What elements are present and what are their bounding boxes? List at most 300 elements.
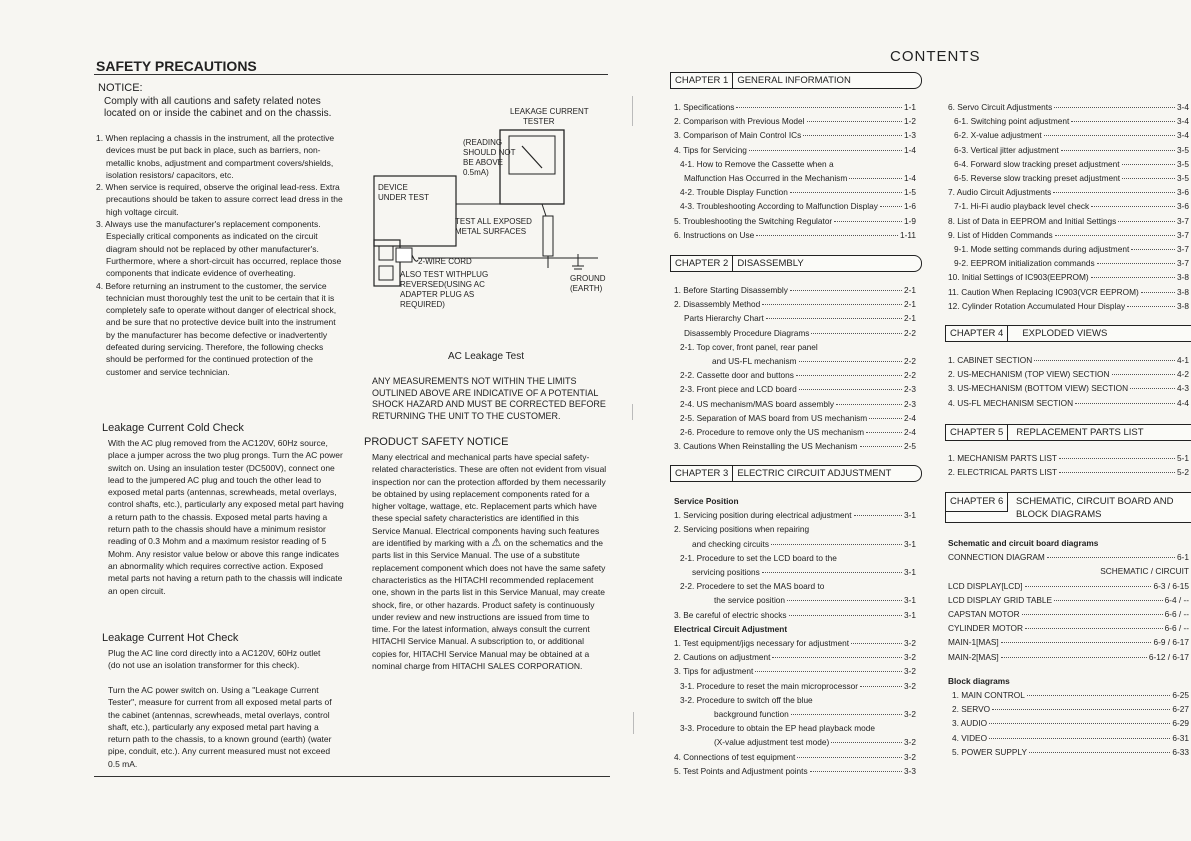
toc-page: 6-29 (1172, 718, 1189, 729)
toc-entry-title: 6-1. Switching point adjustment (954, 116, 1070, 127)
tester-label-2: TESTER (523, 117, 555, 126)
toc-leader (807, 121, 902, 122)
toc-leader (992, 709, 1170, 710)
toc-entry-title: 1. MECHANISM PARTS LIST (948, 453, 1057, 463)
toc-row[interactable] (674, 537, 916, 551)
toc-entry-title: and US-FL mechanism (712, 356, 797, 367)
toc-row[interactable] (674, 551, 916, 565)
svg-text:ALSO TEST WITHPLUG: ALSO TEST WITHPLUG (400, 270, 489, 279)
toc-leader (860, 446, 902, 447)
toc-row[interactable] (948, 550, 1189, 564)
toc-row[interactable] (948, 650, 1189, 664)
toc-page: 1-9 (904, 215, 916, 226)
toc-leader (736, 107, 902, 108)
toc-entry-title: 2-2. Procedere to set the MAS board to (680, 581, 825, 592)
toc-row[interactable] (674, 340, 916, 354)
toc-page: 6-1 (1177, 552, 1189, 563)
toc-page: 1-6 (904, 201, 916, 212)
notice-heading: NOTICE: (98, 82, 143, 94)
toc-row[interactable] (948, 451, 1189, 465)
toc-leader (790, 290, 902, 291)
chapter-2-header (670, 255, 922, 272)
toc-page: 2-1 (904, 285, 916, 295)
toc-row[interactable] (948, 270, 1189, 284)
toc-entry-title: 3-1. Procedure to reset the main microprocessor (680, 680, 858, 691)
toc-entry-title: LCD DISPLAY[LCD] (948, 580, 1023, 591)
toc-row[interactable] (674, 565, 916, 579)
toc-leader (831, 742, 902, 743)
product-safety-text (372, 451, 608, 672)
toc-leader (1061, 150, 1175, 151)
toc-page: 6-12 / 6-17 (1148, 651, 1189, 662)
toc-page: 1-3 (904, 130, 916, 141)
toc-leader (836, 404, 902, 405)
toc-leader (772, 657, 902, 658)
toc-page: 1-4 (904, 144, 916, 155)
toc-page: 3-8 (1177, 300, 1189, 311)
toc-row[interactable] (948, 465, 1189, 479)
toc-row[interactable] (674, 721, 916, 735)
toc-leader (789, 615, 902, 616)
warning-text: ANY MEASUREMENTS NOT WITHIN THE LIMITS OUTLINED ABOVE ARE INDICATIVE OF A POTENTIAL SHOCK HAZARD AND MUST BE CORRECTED BEFORE RETURNING THE UNIT TO THE CUSTOMER. (372, 376, 606, 421)
toc-leader (1141, 292, 1175, 293)
toc-row[interactable] (674, 283, 916, 297)
toc-page: 3-4 (1177, 116, 1189, 127)
chapter-1-number: CHAPTER 1 (671, 73, 733, 88)
chapter-4-header (945, 325, 1191, 342)
toc-page: 3-6 (1177, 201, 1189, 212)
toc-row[interactable] (948, 228, 1189, 242)
toc-page: 4-2 (1177, 369, 1189, 380)
toc-entry-title: 3. Cautions When Reinstalling the US Mechanism (674, 441, 858, 452)
toc-entry-title: CAPSTAN MOTOR (948, 609, 1020, 620)
toc-row[interactable] (674, 368, 916, 382)
toc-row[interactable] (952, 716, 1189, 730)
hot-check-text-2: Turn the AC power switch on. Using a "Leakage Current Tester", measure for current from all exposed metal parts of the cabinet (antennas, screwheads, metal overlays, control shaft, etc.), particularly any exposed metal part having a return path to the chassis, to a known ground (earth) (water pipe, conduit, etc.). Any current measured must not exceed 0.5 mA. (108, 685, 332, 769)
toc-row[interactable] (674, 608, 916, 622)
toc-page: 2-2 (904, 370, 916, 381)
meter-needle (522, 146, 542, 168)
toc-entry-title: 9. List of Hidden Commands (948, 229, 1053, 240)
toc-page: 3-5 (1177, 144, 1189, 155)
toc-entry-title: 6-5. Reverse slow tracking preset adjustment (954, 173, 1121, 184)
svg-text:(READING: (READING (463, 138, 503, 147)
toc-leader (796, 375, 902, 376)
toc-leader (1122, 164, 1175, 165)
toc-leader (755, 671, 902, 672)
toc-entry-title: 7-1. Hi-Fi audio playback level check (954, 201, 1090, 212)
toc-row[interactable] (948, 353, 1189, 367)
toc-row[interactable] (948, 381, 1189, 395)
toc-entry-title: CONNECTION DIAGRAM (948, 552, 1045, 563)
toc-row[interactable] (674, 664, 916, 678)
toc-row[interactable] (674, 157, 916, 171)
chapter-1-header (670, 72, 922, 89)
toc-row[interactable] (674, 382, 916, 396)
toc-leader (811, 333, 902, 334)
toc-page: 1-5 (904, 187, 916, 198)
toc-page: 2-1 (904, 299, 916, 310)
toc-page: 3-2 (904, 638, 916, 649)
hot-check-text-1: Plug the AC line cord directly into a AC120V, 60Hz outlet (do not use an isolation transformer for this check). (108, 648, 321, 671)
toc-entry-title: (X-value adjustment test mode) (714, 737, 830, 748)
toc-entry-title: 5. POWER SUPPLY (952, 746, 1027, 757)
toc-entry-title: 12. Cylinder Rotation Accumulated Hour Display (948, 300, 1126, 311)
toc-row[interactable] (674, 228, 916, 242)
precaution-item-1: 1. When replacing a chassis in the instrument, all the protective devices must be put back in place, such as barriers, non-metallic knobs, adjustment and compartment covers/shields, isolation resistors/ capacitors, etc. (96, 133, 335, 180)
toc-row[interactable] (674, 397, 916, 411)
toc-leader (803, 135, 902, 136)
toc-row[interactable] (948, 256, 1189, 270)
exposed-label-2: METAL SURFACES (455, 227, 527, 236)
toc-entry-title: 2. Cautions on adjustment (674, 652, 771, 663)
toc-leader (1112, 374, 1176, 375)
toc-entry-title: 2. ELECTRICAL PARTS LIST (948, 467, 1058, 478)
toc-page: 3-2 (904, 652, 916, 663)
toc-entry-title: 2-1. Procedure to set the LCD board to the (680, 552, 837, 563)
svg-text:BE ABOVE: BE ABOVE (463, 158, 504, 167)
toc-row[interactable] (674, 750, 916, 764)
product-safety-heading: PRODUCT SAFETY NOTICE (364, 436, 509, 448)
toc-entry-title: 2-1. Top cover, front panel, rear panel (680, 341, 818, 352)
toc-entry-title: 3. Be careful of electric shocks (674, 609, 787, 620)
toc-page: 1-1 (904, 102, 916, 112)
toc-row[interactable] (948, 299, 1189, 313)
toc-entry-title: 4-1. How to Remove the Cassette when a (680, 158, 834, 169)
toc-leader (989, 723, 1170, 724)
toc-entry-title: 5. Test Points and Adjustment points (674, 765, 808, 776)
toc-row[interactable] (674, 100, 916, 114)
toc-leader (834, 221, 902, 222)
toc-page: 6-25 (1172, 690, 1189, 701)
toc-entry-title: 2. US-MECHANISM (TOP VIEW) SECTION (948, 369, 1110, 380)
toc-leader (1054, 600, 1163, 601)
product-safety-text-b: on the schematics and the parts list in this Service Manual. The use of a substitute replacement component which does not have the same safety characteristics as the HITACHI recommended replacement one, shown in the parts list in this Service Manual, may create shock, fire, or other hazards. Product safety is continuously under review and new instructions are issued from time to time. For the latest information, always consult the current HITACHI Service Manual. A subscription to, or additional copies for, HITACHI Service Manual may be obtained at a nominal charge from HITACHI SALES CORPORATION. (372, 538, 606, 672)
chapter-3-title: ELECTRIC CIRCUIT ADJUSTMENT (737, 468, 892, 479)
toc-leader (749, 150, 902, 151)
toc-leader (771, 544, 902, 545)
toc-entry-title: 10. Initial Settings of IC903(EEPROM) (948, 272, 1089, 283)
toc-row[interactable] (674, 593, 916, 607)
toc-row[interactable] (948, 242, 1189, 256)
toc-row[interactable] (948, 285, 1189, 299)
notice-text: Comply with all cautions and safety related notes located on or inside the cabinet and on the chassis. (104, 96, 332, 119)
toc-row[interactable] (674, 214, 916, 228)
toc-page: 2-3 (904, 384, 916, 395)
probe (543, 216, 553, 256)
schematic-subheading: Schematic and circuit board diagrams (948, 538, 1099, 548)
toc-row[interactable] (948, 143, 1189, 157)
toc-page: 3-6 (1177, 187, 1189, 198)
toc-entry-title: 4-2. Trouble Display Function (680, 187, 788, 198)
toc-page: 4-1 (1177, 355, 1189, 365)
toc-page: 3-7 (1177, 258, 1189, 269)
toc-page: 3-5 (1177, 173, 1189, 184)
toc-page: 6-31 (1172, 732, 1189, 743)
toc-row[interactable] (948, 579, 1189, 593)
toc-entry-title: 4. VIDEO (952, 732, 988, 743)
fold-line (632, 96, 633, 126)
toc-page: 3-7 (1177, 244, 1189, 255)
toc-page: 3-3 (904, 765, 916, 776)
toc-entry-title: 4. US-FL MECHANISM SECTION (948, 397, 1074, 408)
exposed-label-1: TEST ALL EXPOSED (455, 217, 532, 226)
toc-leader (851, 643, 902, 644)
toc-page: 3-1 (904, 538, 916, 549)
toc-row[interactable] (948, 114, 1189, 128)
toc-row[interactable] (948, 128, 1189, 142)
toc-page: 3-1 (904, 609, 916, 620)
toc-entry-title: background function (714, 709, 789, 720)
chapter-1-title: GENERAL INFORMATION (737, 75, 851, 86)
toc-row[interactable] (674, 171, 916, 185)
toc-leader (756, 235, 898, 236)
warning-triangle-icon: ⚠ (491, 537, 502, 550)
toc-leader (1001, 642, 1152, 643)
toc-row[interactable] (674, 311, 916, 325)
toc-entry-title: Malfunction Has Occurred in the Mechanism (684, 173, 848, 184)
toc-entry-title: 3-3. Procedure to obtain the EP head playback mode (680, 723, 875, 734)
toc-leader (1022, 614, 1163, 615)
chapter-4-number: CHAPTER 4 (946, 326, 1008, 341)
toc-row[interactable] (674, 693, 916, 707)
toc-row[interactable] (952, 731, 1189, 745)
tester-box (500, 130, 564, 204)
toc-row[interactable] (948, 100, 1189, 114)
toc-row[interactable] (674, 679, 916, 693)
chapter-4-title: EXPLODED VIEWS (1022, 328, 1108, 339)
toc-entry-title: 6. Servo Circuit Adjustments (948, 102, 1053, 112)
toc-entry-title: 1. Servicing position during electrical adjustment (674, 510, 852, 521)
toc-entry-title: 6-4. Forward slow tracking preset adjustment (954, 158, 1120, 169)
chapter-3-header (670, 465, 922, 482)
toc-row[interactable] (674, 522, 916, 536)
toc-leader (1059, 472, 1175, 473)
toc-page: 5-1 (1177, 453, 1189, 463)
ac-leakage-test-diagram (366, 104, 610, 320)
precaution-item-4: 4. Before returning an instrument to the customer, the service technician must thoroughly test the unit to be certain that it is completely safe to operate without danger of electrical shock, and be sure that no protective device built into the instrument by the manufacturer has become defective or inadvertently defeated during servicing. Therefore, the following checks should be performed for the continued protection of the customer and service technician. (96, 280, 337, 377)
toc-page: 2-4 (904, 427, 916, 438)
toc-page: 3-5 (1177, 158, 1189, 169)
svg-text:ADAPTER PLUG AS: ADAPTER PLUG AS (400, 290, 475, 299)
toc-page: 6-6 / -- (1164, 609, 1189, 620)
toc-entry-title: servicing positions (692, 567, 760, 578)
toc-leader (1131, 249, 1175, 250)
toc-page: 2-3 (904, 398, 916, 409)
toc-page: 3-7 (1177, 229, 1189, 240)
toc-page: 3-2 (904, 751, 916, 762)
toc-entry-title: MAIN-2[MAS] (948, 651, 999, 662)
toc-entry-title: 1. Specifications (674, 102, 735, 112)
toc-row[interactable] (674, 411, 916, 425)
toc-page: 6-4 / -- (1164, 594, 1189, 605)
fold-line-3 (633, 712, 634, 734)
toc-row[interactable] (674, 735, 916, 749)
toc-page: 6-3 / 6-15 (1153, 580, 1189, 591)
toc-row[interactable] (948, 157, 1189, 171)
toc-entry-title: 1. Before Starting Disassembly (674, 285, 788, 295)
diagram-caption: AC Leakage Test (448, 351, 524, 362)
title-rule (94, 74, 608, 75)
toc-page: 3-8 (1177, 286, 1189, 297)
hot-check-heading: Leakage Current Hot Check (102, 632, 239, 644)
ground-label-2: (EARTH) (570, 284, 603, 293)
toc-page: 3-4 (1177, 102, 1189, 112)
toc-entry-title: 4-3. Troubleshooting According to Malfunction Display (680, 201, 878, 212)
toc-row[interactable] (948, 171, 1189, 185)
test-lead-2 (542, 204, 546, 216)
toc-leader (1029, 752, 1170, 753)
toc-entry-title: 11. Caution When Replacing IC903(VCR EEPROM) (948, 286, 1139, 297)
svg-text:REVERSED(USING AC: REVERSED(USING AC (400, 280, 485, 289)
bottom-rule (94, 776, 610, 777)
toc-leader (866, 432, 902, 433)
toc-row[interactable] (948, 214, 1189, 228)
chapter-6-header (945, 492, 1191, 523)
toc-entry-title: 1. Test equipment/jigs necessary for adjustment (674, 638, 850, 649)
toc-entry-title: and checking circuits (692, 538, 770, 549)
toc-row[interactable] (674, 326, 916, 340)
tester-label-1: LEAKAGE CURRENT (510, 107, 589, 116)
toc-leader (849, 178, 902, 179)
toc-entry-title: 9-1. Mode setting commands during adjustment (954, 244, 1130, 255)
toc-leader (762, 572, 902, 573)
toc-row[interactable] (674, 128, 916, 142)
toc-page: 5-2 (1177, 467, 1189, 478)
toc-leader (1097, 263, 1175, 264)
cold-check-heading: Leakage Current Cold Check (102, 422, 244, 434)
chapter-5-title: REPLACEMENT PARTS LIST (1016, 427, 1144, 438)
toc-row[interactable] (948, 593, 1189, 607)
toc-entry-title: 6-2. X-value adjustment (954, 130, 1042, 141)
toc-leader (799, 361, 902, 362)
chapter-3-number: CHAPTER 3 (671, 466, 733, 481)
toc-entry-title: 2-5. Separation of MAS board from US mechanism (680, 412, 868, 423)
toc-row[interactable] (674, 185, 916, 199)
chapter-5-number: CHAPTER 5 (946, 425, 1008, 440)
toc-page: 6-33 (1172, 746, 1189, 757)
toc-row[interactable] (674, 650, 916, 664)
toc-entry-title: 1. CABINET SECTION (948, 355, 1033, 365)
toc-leader (989, 738, 1170, 739)
toc-page: 1-4 (904, 173, 916, 184)
toc-row[interactable] (948, 607, 1189, 621)
toc-entry-title: 3. Comparison of Main Control ICs (674, 130, 802, 141)
toc-page: 4-4 (1177, 397, 1189, 408)
toc-entry-title: 2. SERVO (952, 704, 991, 715)
toc-entry-title: 8. List of Data in EEPROM and Initial Settings (948, 215, 1117, 226)
toc-page: 1-2 (904, 116, 916, 127)
toc-row[interactable] (948, 199, 1189, 213)
toc-entry-title: 9-2. EEPROM initialization commands (954, 258, 1095, 269)
toc-page: 6-9 / 6-17 (1153, 637, 1189, 648)
toc-row[interactable] (674, 707, 916, 721)
toc-entry-title: 4. Tips for Servicing (674, 144, 747, 155)
precaution-list (96, 132, 346, 378)
toc-page: 3-7 (1177, 215, 1189, 226)
toc-entry-title: 2. Comparison with Previous Model (674, 116, 805, 127)
fold-line-2 (632, 404, 633, 420)
product-safety-text-a: Many electrical and mechanical parts have special safety-related characteristics. These are often not evident from visual inspection nor can the protection afforded by them necessarily be obtained by using replacement components rated for a higher voltage, wattage, etc. Replacement parts which have these special safety characteristics are identified in this Service Manual. Electrical components having such features are identified by marking with a (372, 452, 607, 549)
toc-leader (1091, 206, 1175, 207)
toc-row[interactable] (674, 354, 916, 368)
toc-page: 3-2 (904, 680, 916, 691)
toc-entry-title: 1. MAIN CONTROL (952, 690, 1025, 701)
toc-leader (1059, 458, 1175, 459)
toc-page: 3-8 (1177, 272, 1189, 283)
toc-page: 6-27 (1172, 704, 1189, 715)
toc-leader (1075, 403, 1175, 404)
toc-entry-title: the service position (714, 595, 786, 606)
toc-page: 2-4 (904, 412, 916, 423)
toc-entry-title: 6-3. Vertical jitter adjustment (954, 144, 1059, 155)
toc-leader (799, 389, 902, 390)
toc-entry-title: Disassembly Procedure Diagrams (684, 327, 810, 338)
toc-entry-title: 5. Troubleshooting the Switching Regulator (674, 215, 833, 226)
toc-entry-title: 2. Servicing positions when repairing (674, 524, 810, 535)
electrical-adjustment-subheading: Electrical Circuit Adjustment (674, 623, 788, 634)
toc-entry-title: 2. Disassembly Method (674, 299, 761, 310)
toc-row[interactable] (674, 199, 916, 213)
chapter-6-title: SCHEMATIC, CIRCUIT BOARD AND BLOCK DIAGRAMS (1016, 496, 1174, 520)
toc-row[interactable] (952, 745, 1189, 759)
toc-page: 6-6 / -- (1164, 623, 1189, 634)
toc-leader (1001, 657, 1147, 658)
toc-row[interactable] (948, 367, 1189, 381)
tester-label (510, 107, 589, 126)
toc-row[interactable] (948, 621, 1189, 635)
toc-row[interactable] (674, 636, 916, 650)
toc-leader (1025, 586, 1152, 587)
toc-leader (797, 757, 902, 758)
safety-title: SAFETY PRECAUTIONS (96, 58, 257, 74)
toc-leader (860, 686, 902, 687)
toc-row[interactable] (674, 425, 916, 439)
toc-row[interactable] (674, 764, 916, 778)
chapter-5-header (945, 424, 1191, 441)
toc-page: 3-2 (904, 666, 916, 677)
device-label-1: DEVICE (378, 183, 408, 192)
toc-page: 2-5 (904, 441, 916, 452)
toc-row[interactable] (674, 439, 916, 453)
toc-row[interactable] (674, 143, 916, 157)
toc-leader (1034, 360, 1175, 361)
toc-page: 4-3 (1177, 383, 1189, 394)
toc-row[interactable] (952, 702, 1189, 716)
meter-face (509, 136, 555, 174)
toc-leader (1071, 121, 1175, 122)
precaution-item-3: 3. Always use the manufacturer's replacement components. Especially critical components as indicated on the circuit diagram should not be replaced by other manufacturer's. Furthermore, where a short-circuit has occurred, replace those components that indicate evidence of overheating. (96, 219, 342, 279)
toc-row[interactable] (674, 114, 916, 128)
toc-row[interactable] (948, 635, 1189, 649)
toc-leader (1055, 235, 1175, 236)
toc-page: 3-1 (904, 567, 916, 578)
toc-leader (880, 206, 902, 207)
toc-page: 3-2 (904, 737, 916, 748)
toc-row[interactable] (948, 396, 1189, 410)
toc-row[interactable] (674, 297, 916, 311)
toc-row[interactable] (674, 579, 916, 593)
cold-check-text: With the AC plug removed from the AC120V, 60Hz source, place a jumper across the two plug prongs. Turn the AC power switch on. Using an insulation tester (DC500V), connect one lead to the jumpered AC plug and touch the other lead to exposed metal parts (antennas, screwheads, metal overlays, control shafts, etc.), particularly any exposed metal part having a return path to the chassis. Exposed metal parts having a return path to the chassis should have a minimum resistor reading of 0.3 Mohm and a maximum resistor reading of 5 Mohm. Any resistor value below or above this range indicates an abnormality which requires corrective action. Exposed metal parts not having a return path to the chassis will indicate an open circuit. (108, 438, 344, 596)
chapter-2-number: CHAPTER 2 (671, 256, 733, 271)
toc-row[interactable] (952, 688, 1189, 702)
toc-row[interactable] (948, 185, 1189, 199)
toc-entry-title: LCD DISPLAY GRID TABLE (948, 594, 1053, 605)
toc-row[interactable] (674, 508, 916, 522)
precaution-item-2: 2. When service is required, observe the original lead-ress. Extra precautions should be taken to assure correct lead dress in the high voltage circuit. (96, 182, 343, 217)
toc-leader (810, 771, 902, 772)
toc-entry-title: 3. US-MECHANISM (BOTTOM VIEW) SECTION (948, 383, 1129, 394)
